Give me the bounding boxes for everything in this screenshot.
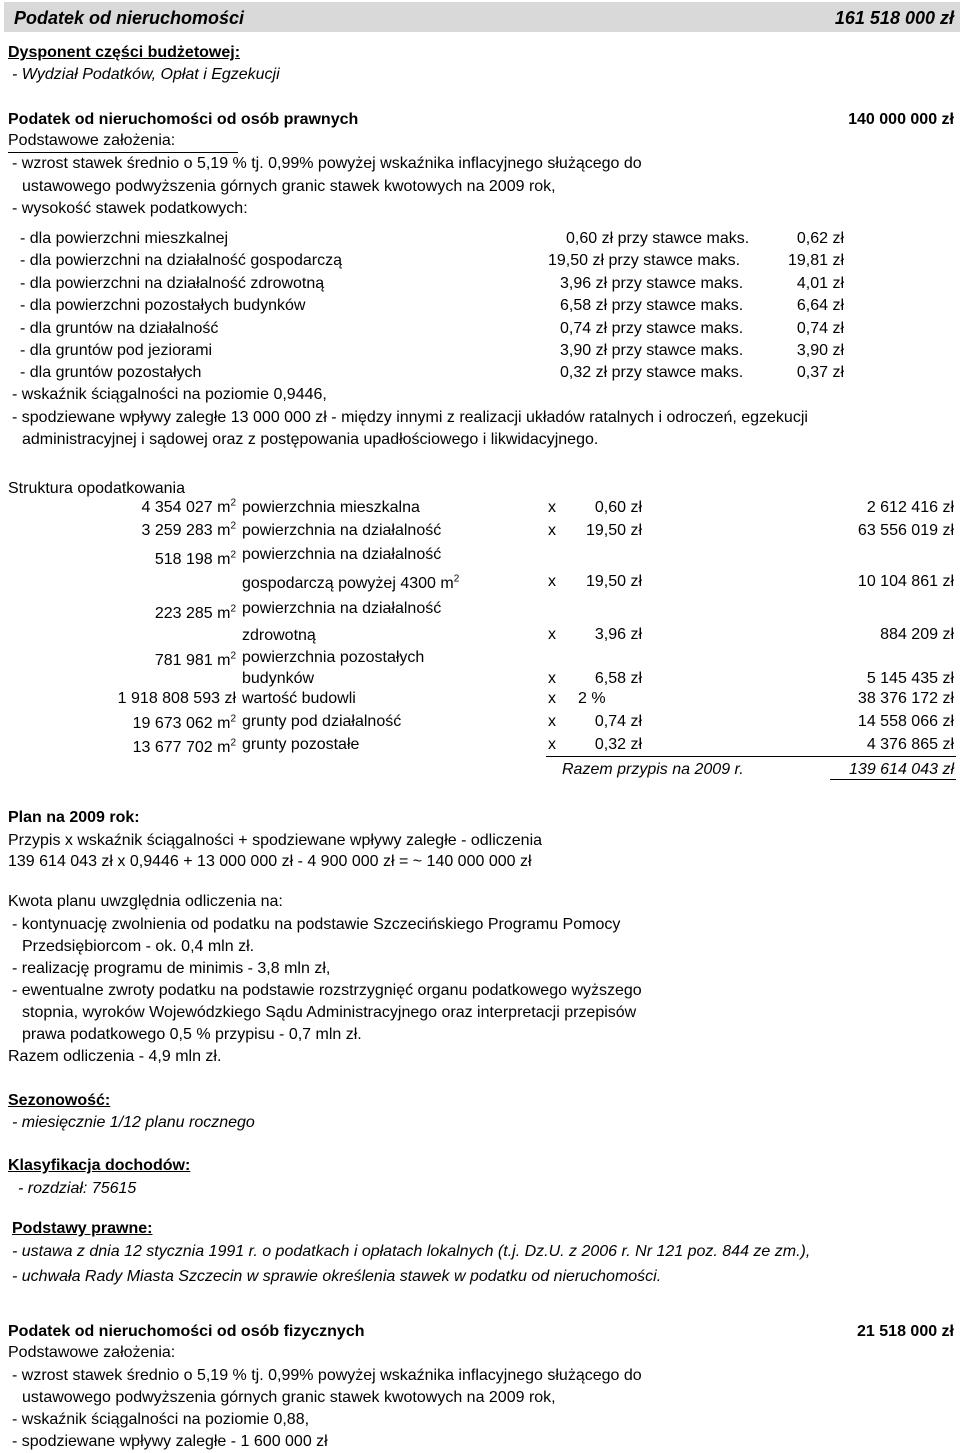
structure-rate: 2 % [578, 690, 606, 707]
header-bar [4, 2, 960, 32]
seasonality-label: Sezonowość: [8, 1092, 111, 1109]
plan-title: Plan na 2009 rok: [8, 809, 140, 826]
legal-basis-label: Podstawy prawne: [12, 1220, 153, 1237]
rate-max: 0,37 zł [796, 364, 844, 381]
legal-entities-amount: 140 000 000 zł [848, 111, 954, 128]
sum-label: Razem przypis na 2009 r. [562, 761, 744, 778]
rate-label: - dla gruntów pozostałych [20, 364, 202, 381]
structure-total: 2 612 416 zł [866, 499, 954, 516]
rate-label: - dla powierzchni pozostałych budynków [20, 297, 306, 314]
assumption-line: - wzrost stawek średnio o 5,19 % tj. 0,99% powyżej wskaźnika inflacyjnego służącego do [12, 155, 642, 172]
structure-desc: grunty pod działalność [242, 713, 402, 730]
structure-rate: 0,74 zł [594, 713, 642, 730]
rate-max: 6,64 zł [796, 297, 844, 314]
deductions-intro: Kwota planu uwzględnia odliczenia na: [8, 893, 283, 910]
plan-calculation: 139 614 043 zł x 0,9446 + 13 000 000 zł - 4 900 000 zł = ~ 140 000 000 zł [8, 853, 532, 870]
deductions-total: Razem odliczenia - 4,9 mln zł. [8, 1048, 222, 1065]
structure-total: 38 376 172 zł [857, 690, 954, 707]
individuals-assumptions-label: Podstawowe założenia: [8, 1344, 176, 1361]
structure-desc: powierzchnia na działalność [242, 522, 442, 539]
deduction-line: stopnia, wyroków Wojewódzkiego Sądu Administracyjnego oraz interpretacji przepisów [22, 1004, 637, 1021]
structure-total: 14 558 066 zł [857, 713, 954, 730]
classification-label: Klasyfikacja dochodów: [8, 1157, 191, 1174]
structure-total: 63 556 019 zł [857, 522, 954, 539]
structure-desc-cont: zdrowotną [242, 627, 316, 644]
structure-rate: 6,58 zł [594, 670, 642, 687]
structure-x: x [548, 736, 556, 753]
structure-x: x [548, 522, 556, 539]
classification-value: - rozdział: 75615 [18, 1180, 137, 1197]
rate-value: 0,74 zł przy stawce maks. [560, 320, 744, 337]
structure-desc: powierzchnia na działalność [242, 546, 442, 563]
structure-qty: 518 198 $m^2$ [154, 549, 236, 568]
deduction-line: - ewentualne zwroty podatku na podstawie rozstrzygnięć organu podatkowego wyższego [12, 982, 642, 999]
rate-label: - dla gruntów na działalność [20, 320, 219, 337]
structure-rate: 0,32 zł [594, 736, 642, 753]
structure-x: x [548, 690, 556, 707]
rate-max: 3,90 zł [796, 342, 844, 359]
structure-x: x [548, 670, 556, 687]
structure-desc: grunty pozostałe [242, 736, 360, 753]
structure-rate: 0,60 zł [594, 499, 642, 516]
dysponent-value: - Wydział Podatków, Opłat i Egzekucji [12, 66, 280, 83]
legal-entities-title: Podatek od nieruchomości od osób prawnych [8, 111, 359, 128]
structure-x: x [548, 573, 556, 590]
structure-total: 10 104 861 zł [857, 573, 954, 590]
structure-rate: 19,50 zł [585, 522, 642, 539]
header-amount: 161 518 000 zł [834, 8, 954, 28]
individuals-amount: 21 518 000 zł [857, 1323, 954, 1340]
deduction-line: - kontynuację zwolnienia od podatku na podstawie Szczecińskiego Programu Pomocy [12, 916, 621, 933]
structure-desc: powierzchnia na działalność [242, 600, 442, 617]
sum-line [546, 756, 956, 757]
structure-total: 884 209 zł [880, 626, 954, 643]
rate-value: 3,96 zł przy stawce maks. [560, 275, 744, 292]
structure-rate: 3,96 zł [594, 626, 642, 643]
rate-value: 0,60 zł przy stawce maks. [566, 230, 750, 247]
page-title: Podatek od nieruchomości [14, 8, 245, 28]
dysponent-label: Dysponent części budżetowej: [8, 44, 241, 61]
structure-desc: powierzchnia mieszkalna [242, 499, 420, 516]
structure-title: Struktura opodatkowania [8, 480, 185, 497]
rate-label: - dla powierzchni na działalność gospodarczą [20, 252, 342, 269]
structure-qty: 4 354 027 $m^2$ [141, 497, 236, 516]
structure-qty: 13 677 702 $m^2$ [132, 737, 236, 756]
individuals-line: - spodziewane wpływy zaległe - 1 600 000 zł [12, 1433, 328, 1450]
rate-label: - dla powierzchni na działalność zdrowotną [20, 275, 325, 292]
individuals-title: Podatek od nieruchomości od osób fizycznych [8, 1323, 365, 1340]
rate-value: 6,58 zł przy stawce maks. [560, 297, 744, 314]
structure-qty: 223 285 $m^2$ [154, 603, 236, 622]
structure-x: x [548, 499, 556, 516]
rate-max: 0,62 zł [796, 230, 844, 247]
structure-x: x [548, 626, 556, 643]
arrears-line: - spodziewane wpływy zaległe 13 000 000 zł - między innymi z realizacji układów ratalnych i odroczeń, egzekucji [12, 409, 808, 426]
seasonality-value: - miesięcznie 1/12 planu rocznego [12, 1114, 255, 1131]
rate-max: 0,74 zł [796, 320, 844, 337]
legal-basis-line: - ustawa z dnia 12 stycznia 1991 r. o podatkach i opłatach lokalnych (t.j. Dz.U. z 2006 r. Nr 121 poz. 844 ze zm.), [12, 1243, 811, 1260]
deduction-line: prawa podatkowego 0,5 % przypisu - 0,7 mln zł. [22, 1026, 362, 1043]
sum-value: 139 614 043 zł [849, 761, 954, 778]
individuals-line: ustawowego podwyższenia górnych granic stawek kwotowych na 2009 rok, [22, 1389, 556, 1406]
rate-label: - dla powierzchni mieszkalnej [20, 230, 229, 247]
rate-max: 4,01 zł [796, 275, 844, 292]
individuals-line: - wzrost stawek średnio o 5,19 % tj. 0,99% powyżej wskaźnika inflacyjnego służącego do [12, 1367, 642, 1384]
deduction-line: - realizację programu de minimis - 3,8 mln zł, [12, 960, 331, 977]
rate-value: 19,50 zł przy stawce maks. [548, 252, 741, 269]
structure-qty: 19 673 062 $m^2$ [132, 713, 236, 732]
rate-label: - dla gruntów pod jeziorami [20, 342, 213, 359]
structure-desc: wartość budowli [242, 690, 356, 707]
structure-desc-cont: gospodarczą powyżej 4300 $m^2$ [242, 573, 460, 592]
assumption-line: ustawowego podwyższenia górnych granic stawek kwotowych na 2009 rok, [22, 178, 556, 195]
assumptions-label: Podstawowe założenia: [8, 132, 176, 149]
structure-qty: 1 918 808 593 zł [117, 690, 236, 707]
arrears-line: administracyjnej i sądowej oraz z postępowania upadłościowego i likwidacyjnego. [22, 431, 599, 448]
sum-underline [830, 779, 956, 780]
structure-qty: 3 259 283 $m^2$ [141, 520, 236, 539]
rate-value: 0,32 zł przy stawce maks. [560, 364, 744, 381]
rate-max: 19,81 zł [787, 252, 844, 269]
assumption-line: - wysokość stawek podatkowych: [12, 200, 248, 217]
collection-rate: - wskaźnik ściągalności na poziomie 0,9446, [12, 386, 327, 403]
structure-qty: 781 981 $m^2$ [154, 650, 236, 669]
individuals-line: - wskaźnik ściągalności na poziomie 0,88, [12, 1411, 310, 1428]
plan-formula: Przypis x wskaźnik ściągalności + spodziewane wpływy zaległe - odliczenia [8, 832, 543, 849]
deduction-line: Przedsiębiorcom - ok. 0,4 mln zł. [22, 938, 255, 955]
structure-desc-cont: budynków [242, 670, 315, 687]
structure-x: x [548, 713, 556, 730]
structure-rate: 19,50 zł [585, 573, 642, 590]
structure-total: 4 376 865 zł [866, 736, 954, 753]
legal-basis-line: - uchwała Rady Miasta Szczecin w sprawie określenia stawek w podatku od nieruchomości. [12, 1268, 662, 1285]
assumptions-underline [8, 152, 238, 153]
structure-total: 5 145 435 zł [866, 670, 954, 687]
rate-value: 3,90 zł przy stawce maks. [560, 342, 744, 359]
structure-desc: powierzchnia pozostałych [242, 649, 425, 666]
